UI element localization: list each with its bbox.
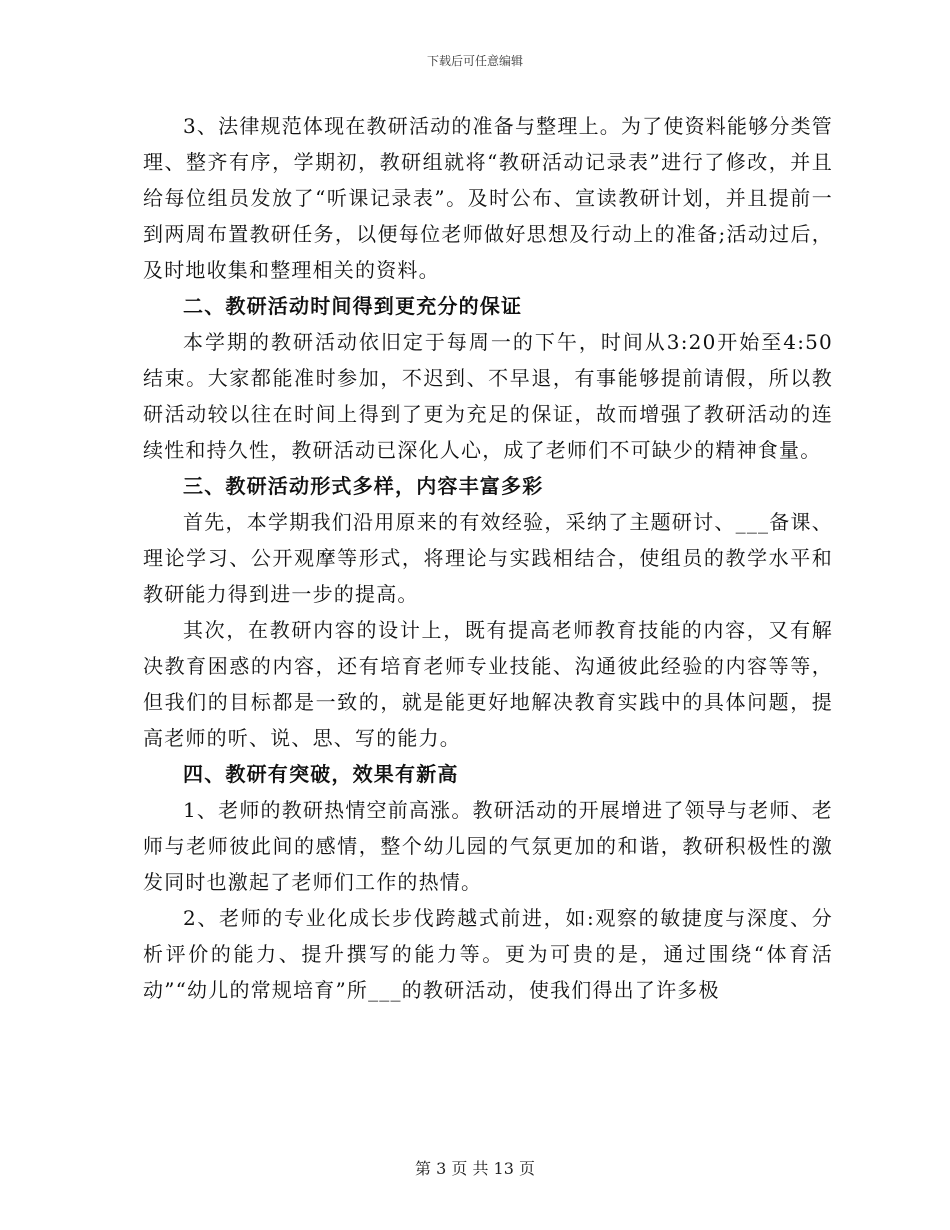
paragraph: 3、法律规范体现在教研活动的准备与整理上。为了使资料能够分类管理、整齐有序，学期初，教研组就将“教研活动记录表”进行了修改，并且给每位组员发放了“听课记录表”。及时公布、宣读教研计划，并且提前一到两周布置教研任务，以便每位老师做好思想及行动上的准备;活动过后，及时地收集和整理相关的资料。 bbox=[143, 114, 833, 282]
paragraph: 其次，在教研内容的设计上，既有提高老师教育技能的内容，又有解决教育困惑的内容，还有培育老师专业技能、沟通彼此经验的内容等等，但我们的目标都是一致的，就是能更好地解决教育实践中的具体问题，提高老师的听、说、思、写的能力。 bbox=[143, 618, 833, 750]
section-heading: 四、教研有突破，效果有新高 bbox=[183, 762, 459, 786]
section-heading: 二、教研活动时间得到更充分的保证 bbox=[183, 294, 523, 318]
page-header: 下载后可任意编辑 bbox=[426, 54, 523, 68]
section-heading: 三、教研活动形式多样，内容丰富多彩 bbox=[183, 474, 544, 498]
paragraph: 2、老师的专业化成长步伐跨越式前进，如:观察的敏捷度与深度、分析评价的能力、提升撰写的能力等。更为可贵的是，通过围绕“体育活动”“幼儿的常规培育”所___的教研活动，使我们得出了许多极 bbox=[143, 906, 833, 1002]
paragraph: 1、老师的教研热情空前高涨。教研活动的开展增进了领导与老师、老师与老师彼此间的感情，整个幼儿园的气氛更加的和谐，教研积极性的激发同时也激起了老师们工作的热情。 bbox=[143, 798, 833, 894]
paragraph: 本学期的教研活动依旧定于每周一的下午，时间从3:20开始至4:50结束。大家都能准时参加，不迟到、不早退，有事能够提前请假，所以教研活动较以往在时间上得到了更为充足的保证，故而增强了教研活动的连续性和持久性，教研活动已深化人心，成了老师们不可缺少的精神食量。 bbox=[143, 330, 833, 462]
document-body bbox=[143, 108, 833, 1008]
paragraph: 首先，本学期我们沿用原来的有效经验，采纳了主题研讨、___备课、理论学习、公开观摩等形式，将理论与实践相结合，使组员的教学水平和教研能力得到进一步的提高。 bbox=[143, 510, 833, 606]
page-number: 第 3 页 共 13 页 bbox=[415, 1159, 535, 1178]
